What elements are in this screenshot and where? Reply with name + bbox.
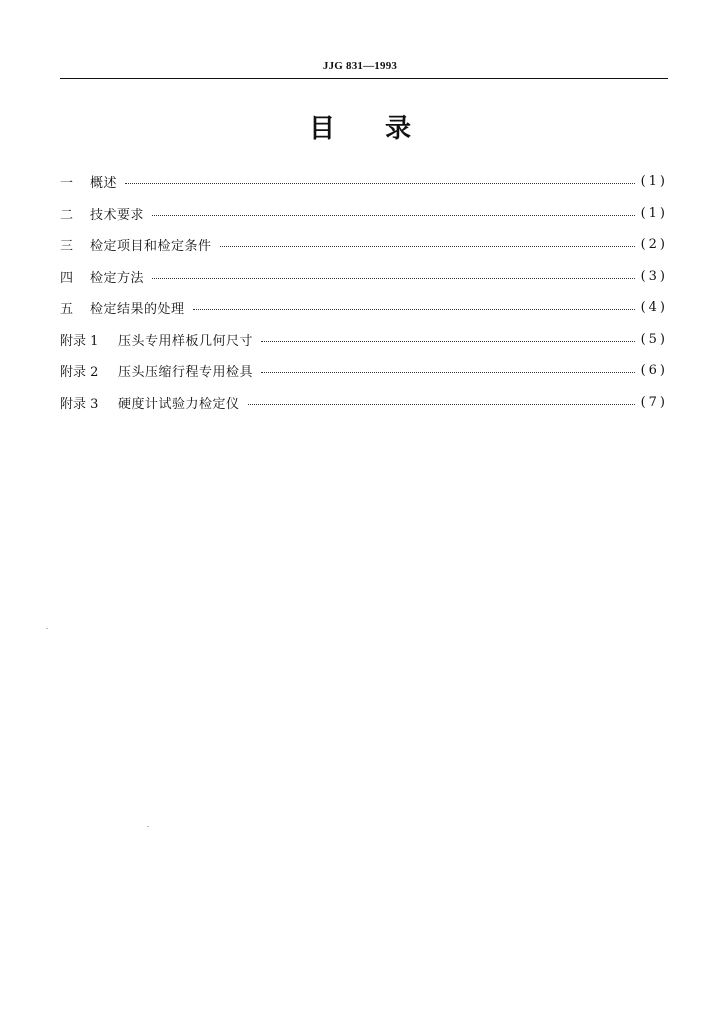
toc-dot-leader	[261, 341, 635, 342]
title-char-1: 目	[308, 114, 335, 144]
toc-entry-number: 一	[60, 176, 74, 192]
header-rule	[60, 78, 668, 79]
toc-entry[interactable]	[60, 292, 668, 324]
toc-entry-number: 二	[60, 207, 74, 223]
scan-speck	[147, 826, 149, 827]
toc-entry[interactable]	[60, 355, 668, 387]
toc-entry-number: 四	[60, 270, 74, 286]
toc-entry[interactable]	[60, 198, 668, 230]
toc-entry-number: 附录 3	[60, 396, 99, 412]
toc-entry-number: 三	[60, 239, 74, 255]
toc-dot-leader	[125, 183, 635, 184]
toc-entry[interactable]	[60, 387, 668, 419]
toc-dot-leader	[248, 404, 635, 405]
toc-entry-page: (7)	[640, 394, 668, 410]
toc-entry-page: (5)	[640, 331, 668, 347]
toc-dot-leader	[193, 309, 635, 310]
toc-dot-leader	[220, 246, 635, 247]
table-of-contents	[60, 166, 668, 418]
toc-entry[interactable]	[60, 261, 668, 293]
toc-entry-number: 附录 1	[60, 333, 99, 349]
toc-entry-title: 硬度计试验力检定仪	[118, 396, 240, 412]
toc-entry-number: 附录 2	[60, 365, 99, 381]
standard-code-header: JJG 831—1993	[322, 60, 398, 72]
toc-entry-title: 检定结果的处理	[90, 302, 185, 318]
toc-entry[interactable]	[60, 229, 668, 261]
toc-entry-title: 压头专用样板几何尺寸	[118, 333, 254, 349]
toc-dot-leader	[152, 278, 635, 279]
scan-speck	[46, 628, 48, 629]
toc-entry-title: 技术要求	[90, 207, 145, 223]
toc-entry-page: (1)	[640, 205, 668, 221]
page-title	[0, 108, 720, 145]
toc-entry[interactable]	[60, 324, 668, 356]
toc-entry-title: 概述	[90, 176, 118, 192]
toc-entry-title: 检定项目和检定条件	[90, 239, 212, 255]
toc-entry[interactable]	[60, 166, 668, 198]
toc-entry-title: 检定方法	[90, 270, 145, 286]
toc-dot-leader	[261, 372, 635, 373]
toc-entry-number: 五	[60, 302, 74, 318]
toc-entry-page: (4)	[640, 300, 668, 316]
toc-entry-page: (1)	[640, 174, 668, 190]
title-char-2: 录	[385, 114, 412, 144]
toc-entry-page: (3)	[640, 268, 668, 284]
toc-dot-leader	[152, 215, 635, 216]
toc-entry-page: (6)	[640, 363, 668, 379]
toc-entry-title: 压头压缩行程专用检具	[118, 365, 254, 381]
toc-entry-page: (2)	[640, 237, 668, 253]
